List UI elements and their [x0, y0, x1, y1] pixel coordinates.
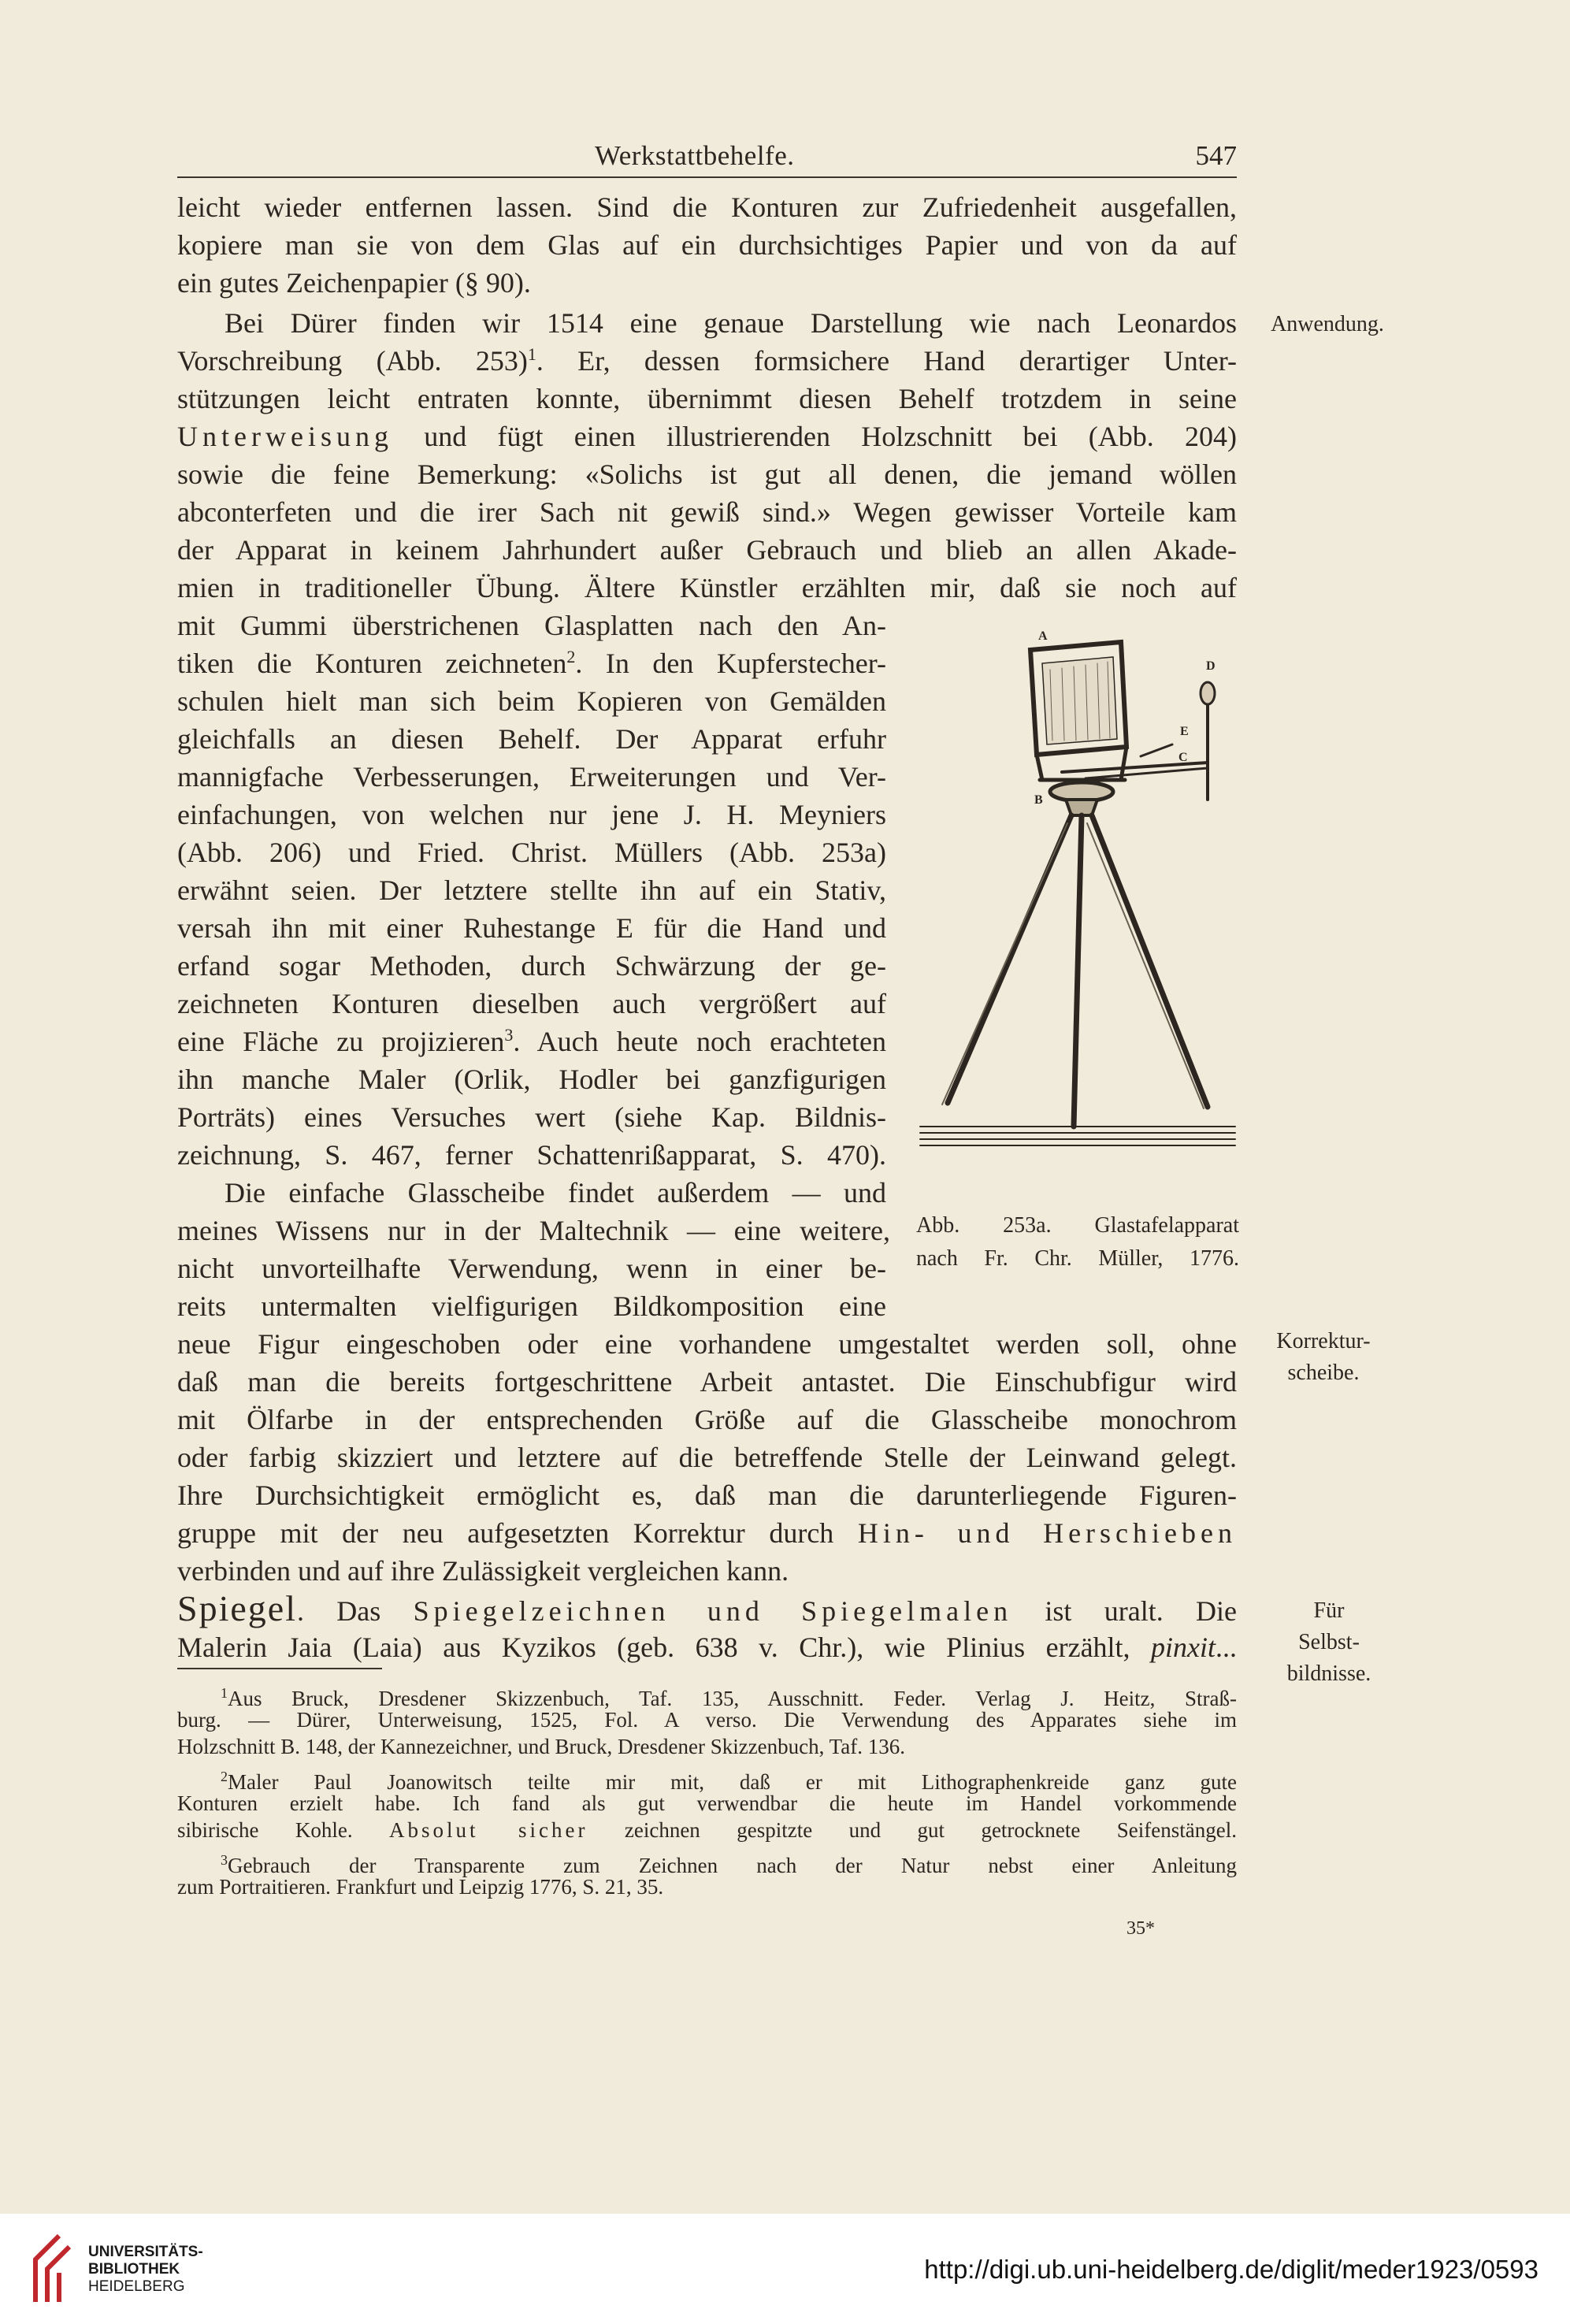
- figure-label-b: B: [1034, 793, 1043, 807]
- spaced-text: Unterweisung: [177, 421, 393, 452]
- running-head-rule: [177, 176, 1237, 178]
- margin-note-line: Für: [1313, 1598, 1345, 1623]
- text-line: Ihre Durchsichtigkeit ermöglicht es, daß man die darunterliegende Figuren-: [177, 1479, 1237, 1511]
- figure-caption: [916, 1209, 1239, 1275]
- text-line: zeichneten Konturen dieselben auch vergrößert auf: [177, 988, 886, 1019]
- margin-note-korrektur: [1264, 1326, 1383, 1389]
- margin-note-line: Korrektur-: [1276, 1329, 1371, 1353]
- logo-line: UNIVERSITÄTS-: [88, 2244, 203, 2260]
- footnote-ref: 1: [527, 344, 536, 364]
- text-line: einfachungen, von welchen nur jene J. H. Meyniers: [177, 799, 886, 830]
- tripod-leg-right: [1092, 815, 1208, 1107]
- text-line: [177, 1629, 1237, 1665]
- footnote-line: zum Portraitieren. Frankfurt und Leipzig 1776, S. 21, 35.: [177, 1875, 664, 1899]
- running-head-title: Werkstattbehelfe.: [595, 140, 795, 171]
- footnote-line: [221, 1680, 1237, 1710]
- text-span: ist uralt. Die: [1012, 1595, 1238, 1627]
- footnote-mark: 1: [221, 1685, 228, 1701]
- footnote-line: [221, 1847, 1237, 1877]
- text-span: Maler Paul Joanowitsch teilte mir mit, daß er mit Lithographenkreide ganz gute: [228, 1770, 1237, 1794]
- source-url-link[interactable]: http://digi.ub.uni-heidelberg.de/diglit/meder1923/0593: [924, 2255, 1538, 2284]
- text-line: leicht wieder entfernen lassen. Sind die Konturen zur Zufriedenheit ausgefallen,: [177, 191, 1237, 223]
- text-span: ...: [1216, 1632, 1237, 1663]
- text-line: erfand sogar Methoden, durch Schwärzung der ge-: [177, 950, 886, 982]
- text-span: . Er, dessen formsichere Hand derartiger Unter-: [536, 345, 1237, 377]
- footnote-mark: 2: [221, 1769, 228, 1784]
- tripod-leg-center: [1074, 815, 1082, 1127]
- text-span: tiken die Konturen zeichneten: [177, 648, 567, 679]
- text-line: verbinden und auf ihre Zulässigkeit vergleichen kann.: [177, 1555, 789, 1587]
- spaced-text: Absolut sicher: [389, 1818, 588, 1842]
- text-line: kopiere man sie von dem Glas auf ein durchsichtiges Papier und von da auf: [177, 229, 1237, 261]
- text-line: der Apparat in keinem Jahrhundert außer Gebrauch und blieb an allen Akade-: [177, 534, 1237, 566]
- text-line: ein gutes Zeichenpapier (§ 90).: [177, 267, 531, 299]
- caption-line: Abb. 253a. Glastafelapparat: [916, 1213, 1239, 1238]
- figure-label-a: A: [1038, 629, 1048, 643]
- text-line: [177, 1515, 1237, 1551]
- margin-note-line: scheibe.: [1287, 1361, 1360, 1385]
- figure-label-d: D: [1206, 659, 1216, 673]
- text-line: versah ihn mit einer Ruhestange E für die Hand und: [177, 912, 886, 944]
- text-span: . Das: [296, 1595, 414, 1627]
- text-line: ihn manche Maler (Orlik, Hodler bei ganzfigurigen: [177, 1064, 886, 1095]
- text-span: Aus Bruck, Dresdener Skizzenbuch, Taf. 135, Ausschnitt. Feder. Verlag J. Heitz, Straß-: [228, 1687, 1237, 1710]
- text-line: schulen hielt man sich beim Kopieren von Gemälden: [177, 685, 886, 717]
- text-span: gruppe mit der neu aufgesetzten Korrektur durch: [177, 1517, 858, 1549]
- logo-line: HEIDELBERG: [88, 2278, 185, 2295]
- text-span: . Auch heute noch erachteten: [513, 1026, 886, 1057]
- text-line: stützungen leicht entraten konnte, übernimmt diesen Behelf trotzdem in seine: [177, 383, 1237, 414]
- text-line: (Abb. 206) und Fried. Christ. Müllers (Abb. 253a): [177, 837, 886, 868]
- footnote-line: Holzschnitt B. 148, der Kannezeichner, und Bruck, Dresdener Skizzenbuch, Taf. 136.: [177, 1735, 905, 1758]
- text-line: mien in traditioneller Übung. Ältere Künstler erzählten mir, daß sie noch auf: [177, 572, 1237, 603]
- text-line: erwähnt seien. Der letztere stellte ihn auf ein Stativ,: [177, 874, 886, 906]
- library-logo-text: [88, 2244, 203, 2296]
- text-span: sibirische Kohle.: [177, 1818, 390, 1842]
- text-line: Porträts) eines Versuches wert (siehe Kap. Bildnis-: [177, 1101, 886, 1133]
- footnote-rule: [177, 1668, 382, 1669]
- text-line: mit Gummi überstrichenen Glasplatten nach den An-: [177, 610, 886, 641]
- text-line: [177, 1023, 886, 1060]
- caption-line: nach Fr. Chr. Müller, 1776.: [916, 1246, 1239, 1271]
- margin-note-selbstbildnisse: [1270, 1595, 1388, 1690]
- text-span: zeichnen gespitzte und gut getrocknete Seifenstängel.: [588, 1818, 1237, 1842]
- footnote-mark: 3: [221, 1852, 228, 1868]
- page-number: 547: [1195, 140, 1237, 171]
- text-span: und fügt einen illustrierenden Holzschnitt bei (Abb. 204): [392, 421, 1237, 452]
- italic-text: pinxit: [1151, 1632, 1216, 1663]
- text-span: . In den Kupferstecher-: [575, 648, 887, 679]
- text-line: daß man die bereits fortgeschrittene Arbeit antastet. Die Einschubfigur wird: [177, 1366, 1237, 1398]
- section-heading-line: [177, 1587, 1237, 1631]
- text-line: abconterfeten und die irer Sach nit gewiß sind.» Wegen gewisser Vorteile kam: [177, 496, 1237, 528]
- text-line: gleichfalls an diesen Behelf. Der Apparat erfuhr: [177, 723, 886, 755]
- text-line: Die einfache Glasscheibe findet außerdem — und: [225, 1177, 886, 1208]
- apparatus-engraving: [904, 622, 1251, 1174]
- text-line: Bei Dürer finden wir 1514 eine genaue Darstellung wie nach Leonardos: [225, 307, 1237, 339]
- text-span: Malerin Jaia (Laia) aus Kyzikos (geb. 638 v. Chr.), wie Plinius erzählt,: [177, 1632, 1152, 1663]
- text-line: neue Figur eingeschoben oder eine vorhandene umgestaltet werden soll, ohne: [177, 1328, 1237, 1360]
- tripod-leg-left: [948, 815, 1071, 1103]
- hand-rest-e: [1141, 744, 1172, 756]
- figure-glass-plate-apparatus: [904, 622, 1251, 1174]
- eyepiece-sight: [1201, 682, 1215, 704]
- margin-note-anwendung: Anwendung.: [1271, 312, 1384, 336]
- section-heading: Spiegel: [177, 1588, 297, 1628]
- text-line: mit Ölfarbe in der entsprechenden Größe auf die Glasscheibe monochrom: [177, 1404, 1237, 1435]
- text-line: [177, 418, 1237, 455]
- text-span: Gebrauch der Transparente zum Zeichnen nach der Natur nebst einer Anleitung: [228, 1854, 1237, 1877]
- margin-note-line: bildnisse.: [1286, 1661, 1371, 1686]
- margin-note-line: Selbst-: [1298, 1630, 1360, 1654]
- text-line: [177, 343, 1237, 379]
- text-line: meines Wissens nur in der Maltechnik — eine weitere,: [177, 1215, 890, 1246]
- text-line: zeichnung, S. 467, ferner Schattenrißapparat, S. 470).: [177, 1139, 886, 1171]
- viewer-footer: [0, 2214, 1570, 2324]
- figure-label-c: C: [1178, 751, 1188, 764]
- running-head: [177, 140, 1237, 181]
- text-line: reits untermalten vielfigurigen Bildkomposition eine: [177, 1290, 886, 1322]
- text-line: sowie die feine Bemerkung: «Solichs ist gut all denen, die jemand wöllen: [177, 458, 1237, 490]
- footnote-line: [221, 1763, 1237, 1794]
- library-logo-icon: [24, 2229, 79, 2308]
- spaced-text: Spiegelzeichnen und Spiegelmalen: [413, 1595, 1013, 1627]
- ground-lines: [920, 1127, 1235, 1145]
- footnote-ref: 3: [504, 1025, 514, 1045]
- text-line: oder farbig skizziert und letztere auf die betreffende Stelle der Leinwand gelegt.: [177, 1442, 1237, 1473]
- spaced-text: Hin- und Herschieben: [857, 1517, 1237, 1549]
- text-line: mannigfache Verbesserungen, Erweiterungen und Ver-: [177, 761, 886, 793]
- footnote-line: [177, 1817, 1237, 1843]
- footnote-line: burg. — Dürer, Unterweisung, 1525, Fol. A verso. Die Verwendung des Apparates siehe im: [177, 1708, 1237, 1732]
- sheet-signature: 35*: [1126, 1918, 1155, 1939]
- text-span: Vorschreibung (Abb. 253): [177, 345, 528, 377]
- footnote-line: Konturen erzielt habe. Ich fand als gut verwendbar die heute im Handel vorkommende: [177, 1791, 1237, 1815]
- glass-pane: [1042, 657, 1117, 744]
- footnote-ref: 2: [566, 647, 576, 666]
- figure-label-e: E: [1180, 725, 1189, 738]
- text-line: [177, 645, 886, 681]
- text-span: eine Fläche zu projizieren: [177, 1026, 505, 1057]
- logo-line: BIBLIOTHEK: [88, 2261, 180, 2278]
- text-line: nicht unvorteilhafte Verwendung, wenn in einer be-: [177, 1253, 886, 1284]
